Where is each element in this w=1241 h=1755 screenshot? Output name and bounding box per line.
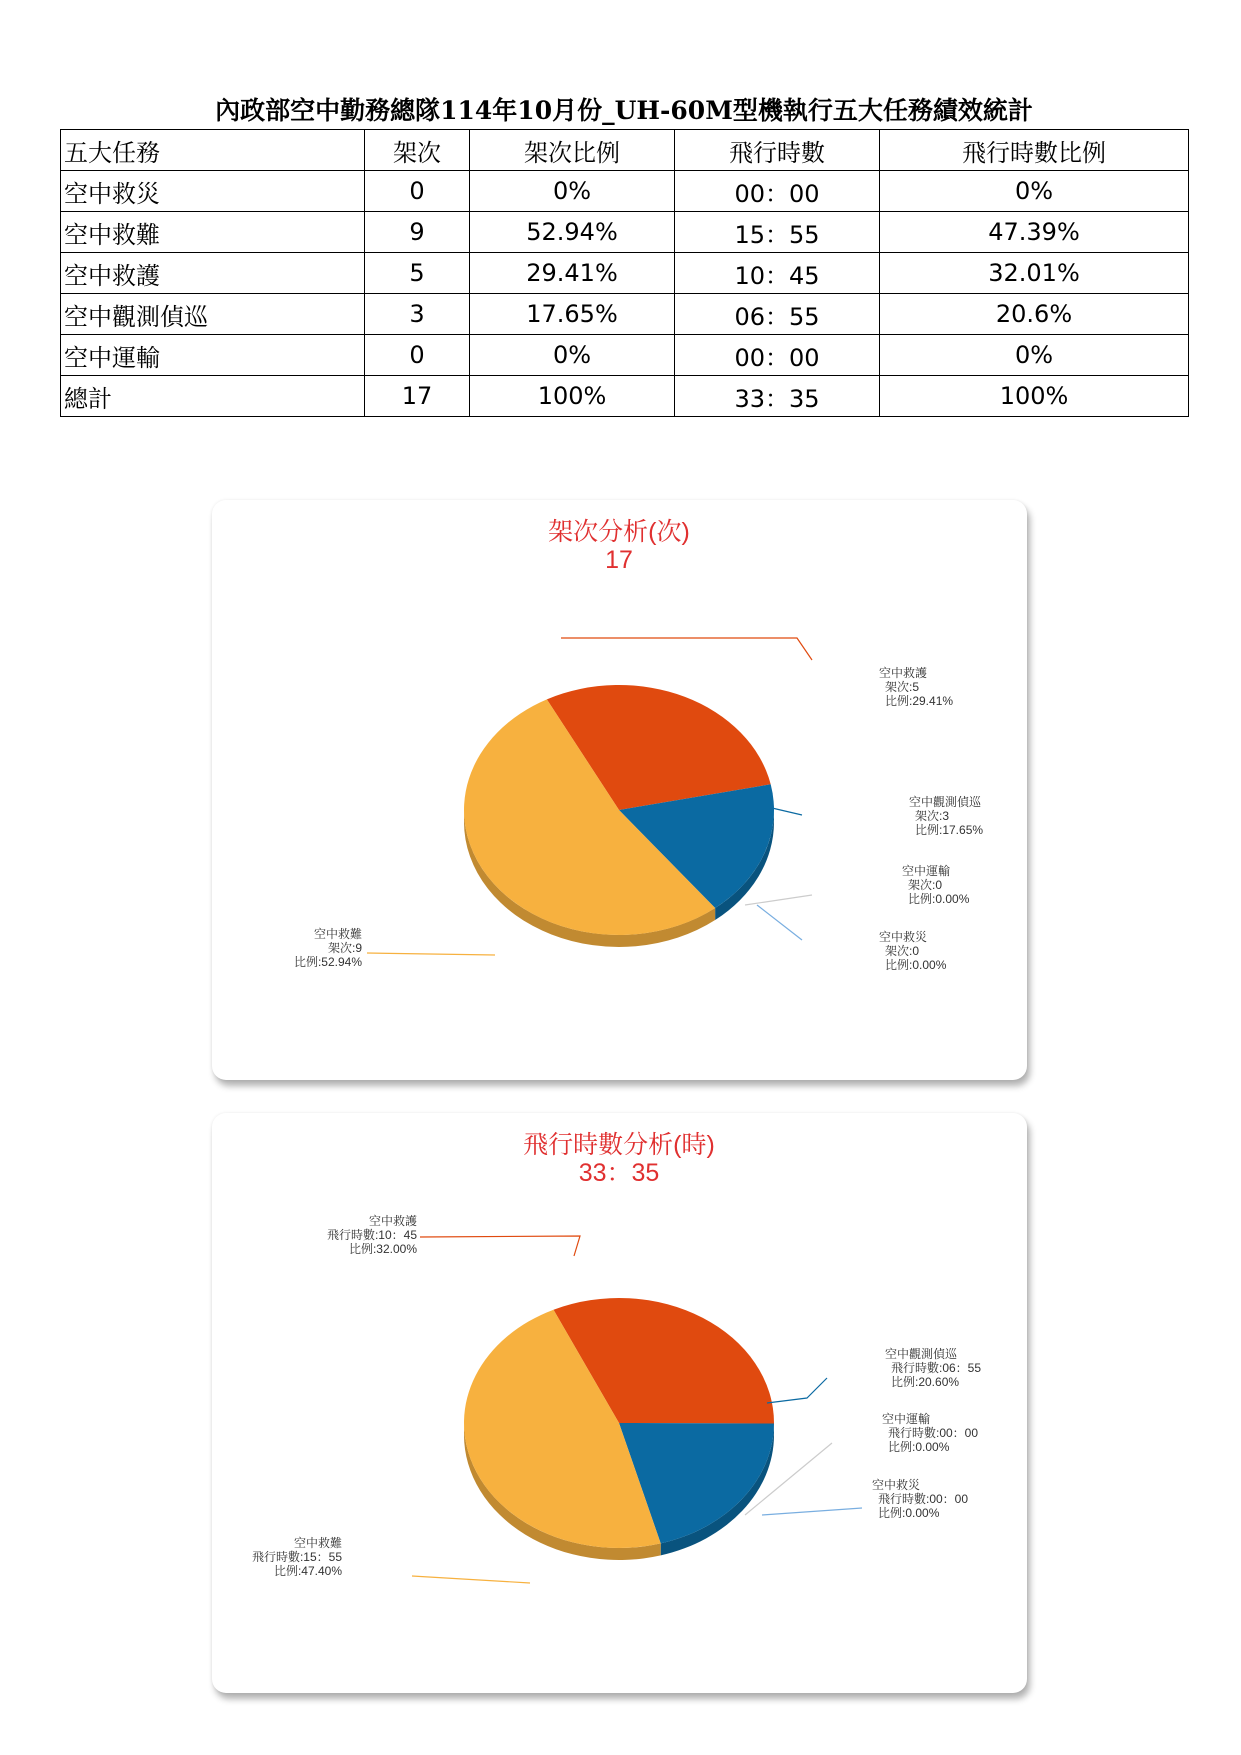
- pie-slice-label: 空中救護飛行時數:10：45 比例:32.00%: [326, 1214, 417, 1256]
- header-cell: 五大任務: [61, 130, 365, 171]
- pie-slice-label: 空中救災架次:0 比例:0.00%: [879, 930, 947, 972]
- table-cell: 空中救護: [61, 253, 365, 294]
- pie-slice-label: 空中觀測偵巡架次:3 比例:17.65%: [909, 795, 984, 837]
- table-row-total: [61, 376, 1189, 417]
- table-cell: 0%: [470, 171, 675, 212]
- pie-leader-line: [767, 1378, 827, 1403]
- pie-slice-label: 空中觀測偵巡飛行時數:06：55 比例:20.60%: [885, 1347, 982, 1389]
- sortie-pie-chart: [212, 500, 1027, 1080]
- pie-slice-label: 空中救護架次:5 比例:29.41%: [879, 666, 954, 708]
- table-cell: 17: [365, 376, 470, 417]
- pie-slice-label: 空中救難架次:9 比例:52.94%: [293, 927, 362, 969]
- pie-slice-label: 空中運輸架次:0 比例:0.00%: [902, 864, 970, 906]
- mission-stats-table: [60, 129, 1189, 417]
- table-row: [61, 335, 1189, 376]
- pie-leader-line: [762, 1508, 862, 1515]
- table-cell: 33：35: [675, 376, 880, 417]
- pie-leader-line: [412, 1576, 530, 1583]
- table-cell: 32.01%: [880, 253, 1189, 294]
- table-cell: 100%: [470, 376, 675, 417]
- table-cell: 00：00: [675, 171, 880, 212]
- table-cell: 5: [365, 253, 470, 294]
- table-cell: 0%: [880, 335, 1189, 376]
- table-cell: 3: [365, 294, 470, 335]
- pie-leader-line: [367, 953, 495, 955]
- table-cell: 17.65%: [470, 294, 675, 335]
- table-cell: 0: [365, 335, 470, 376]
- sortie-chart-card: [212, 500, 1027, 1080]
- document-title: 內政部空中勤務總隊114年10月份_UH-60M型機執行五大任務績效統計: [215, 96, 1033, 125]
- table-cell: 10：45: [675, 253, 880, 294]
- table-cell: 47.39%: [880, 212, 1189, 253]
- table-row: [61, 294, 1189, 335]
- table-cell: 29.41%: [470, 253, 675, 294]
- header-cell: 架次比例: [470, 130, 675, 171]
- pie-leader-line: [757, 905, 802, 940]
- table-cell: 空中救災: [61, 171, 365, 212]
- table-cell: 空中觀測偵巡: [61, 294, 365, 335]
- table-cell: 0%: [470, 335, 675, 376]
- flight-hours-chart-card: [212, 1113, 1027, 1693]
- table-cell: 06：55: [675, 294, 880, 335]
- chart-title: 架次分析(次): [548, 518, 690, 546]
- table-cell: 0: [365, 171, 470, 212]
- pie-slice-label: 空中救難飛行時數:15：55 比例:47.40%: [251, 1536, 342, 1578]
- table-cell: 9: [365, 212, 470, 253]
- chart-title: 飛行時數分析(時): [523, 1131, 715, 1159]
- table-row: [61, 253, 1189, 294]
- table-cell: 空中救難: [61, 212, 365, 253]
- header-cell: 架次: [365, 130, 470, 171]
- header-cell: 飛行時數比例: [880, 130, 1189, 171]
- chart-subtitle: 17: [605, 546, 633, 574]
- pie-leader-line: [745, 895, 812, 905]
- table-cell: 00：00: [675, 335, 880, 376]
- table-cell: 15：55: [675, 212, 880, 253]
- table-cell: 0%: [880, 171, 1189, 212]
- table-cell: 52.94%: [470, 212, 675, 253]
- pie-leader-line: [772, 808, 802, 815]
- pie-slice-label: 空中運輸飛行時數:00：00 比例:0.00%: [882, 1412, 979, 1454]
- table-cell: 20.6%: [880, 294, 1189, 335]
- table-cell: 空中運輸: [61, 335, 365, 376]
- table-row: [61, 212, 1189, 253]
- table-cell: 100%: [880, 376, 1189, 417]
- chart-subtitle: 33：35: [578, 1159, 660, 1187]
- flight-hours-pie-chart: [212, 1113, 1027, 1693]
- pie-leader-line: [420, 1236, 580, 1256]
- header-cell: 飛行時數: [675, 130, 880, 171]
- table-cell: 總計: [61, 376, 365, 417]
- table-row: [61, 171, 1189, 212]
- table-header-row: [61, 130, 1189, 171]
- pie-slice-label: 空中救災飛行時數:00：00 比例:0.00%: [872, 1478, 969, 1520]
- pie-leader-line: [561, 638, 812, 660]
